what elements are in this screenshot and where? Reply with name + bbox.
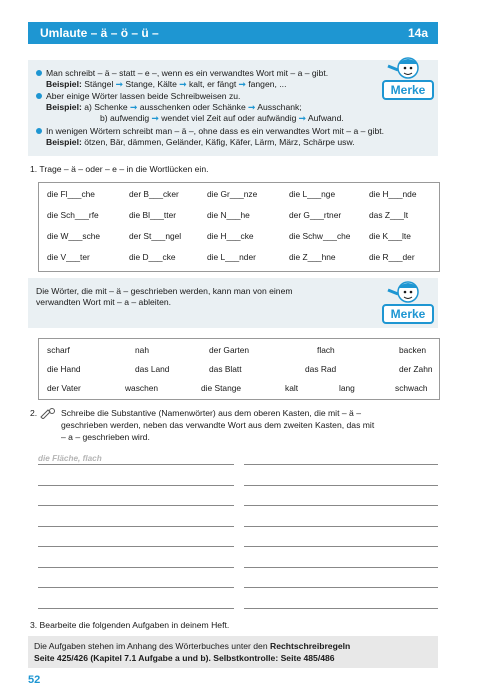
arrow-right-icon: ➞ (238, 79, 246, 89)
writing-line[interactable] (38, 505, 234, 506)
arrow-right-icon: ➞ (298, 113, 306, 123)
reference-line-1 (34, 640, 350, 652)
example-word: wendet viel Zeit auf oder aufwändig (161, 113, 297, 123)
gap-word: die L___nder (207, 252, 256, 262)
example-word: Aufwand. (307, 113, 344, 123)
reference-box (28, 636, 438, 668)
gap-word: die N___he (207, 210, 250, 220)
writing-line[interactable] (244, 526, 438, 527)
example-word: a) Schenke (84, 102, 128, 112)
merke-box-rules (28, 60, 438, 156)
page-title: Umlaute – ä – ö – ü – (40, 26, 159, 40)
writing-line[interactable] (38, 608, 234, 609)
example-word: ausschenken oder Schänke (139, 102, 246, 112)
gap-word: die D___cke (129, 252, 176, 262)
writing-line[interactable] (38, 485, 234, 486)
task-2-example: die Fläche, flach (38, 454, 102, 463)
task-2-icon (40, 407, 56, 422)
gap-word: der G___rtner (289, 210, 342, 220)
example-label: Beispiel: (46, 79, 82, 89)
source-word: das Blatt (209, 364, 242, 374)
source-word: die Hand (47, 364, 81, 374)
gap-word: die V___ter (47, 252, 90, 262)
writing-line[interactable] (38, 587, 234, 588)
gap-word: die Bl___tter (129, 210, 177, 220)
example-word: Stange, Kälte (125, 79, 177, 89)
source-word: der Garten (209, 345, 250, 355)
example-label: Beispiel: (46, 102, 82, 112)
task-1: 1. Trage – ä – oder – e – in die Wortlücken ein. (30, 164, 209, 174)
mascot-icon (378, 54, 434, 80)
example-label: Beispiel: (46, 137, 82, 147)
source-word: der Vater (47, 383, 81, 393)
source-word: kalt (285, 383, 299, 393)
merke-badge (378, 60, 434, 100)
gap-word: der St___ngel (129, 231, 182, 241)
gap-word: die Sch___rfe (47, 210, 99, 220)
bullet-icon (36, 70, 42, 76)
merke-badge (378, 284, 434, 324)
reference-bold: Rechtschreibregeln (270, 641, 351, 651)
arrow-right-icon: ➞ (248, 102, 256, 112)
gap-word: die L___nge (289, 189, 336, 199)
writing-line[interactable] (244, 485, 438, 486)
source-word: der Zahn (399, 364, 433, 374)
source-word: das Rad (305, 364, 337, 374)
gap-word: die Gr___nze (207, 189, 258, 199)
writing-line[interactable] (38, 526, 234, 527)
rule-1-example (36, 79, 286, 90)
word-gap-grid (38, 182, 440, 272)
merke-box-hint (28, 278, 438, 328)
rule-2-example-a (36, 102, 302, 113)
rule-3-example (36, 137, 355, 148)
gap-word: die K___lte (369, 231, 411, 241)
rule-1 (36, 68, 328, 79)
gap-word: die H___cke (207, 231, 254, 241)
gap-word: die Fl___che (47, 189, 95, 199)
header-bar (28, 22, 438, 44)
writing-line[interactable] (244, 546, 438, 547)
gap-word: die R___der (369, 252, 415, 262)
rule-2-text: Aber einige Wörter lassen beide Schreibweisen zu. (46, 91, 241, 101)
sheet-number: 14a (407, 26, 428, 40)
word-source-grid (38, 338, 440, 400)
task-2-line-2: geschrieben werden, neben das verwandte Wort aus dem zweiten Kasten, das mit (61, 420, 375, 430)
source-word: waschen (125, 383, 159, 393)
task-2-line-3: – a – geschrieben wird. (61, 432, 150, 442)
gap-word: die Z___hne (289, 252, 336, 262)
hint-line-2: verwandten Wort mit – a – ableiten. (36, 297, 172, 307)
task-3: 3. Bearbeite die folgenden Aufgaben in deinem Heft. (30, 620, 230, 630)
pencil-eye-icon (40, 407, 56, 419)
reference-line-2: Seite 425/426 (Kapitel 7.1 Aufgabe a und b). Selbstkontrolle: Seite 485/486 (34, 653, 335, 663)
source-word: das Land (135, 364, 170, 374)
example-word: Ausschank; (257, 102, 302, 112)
source-word: schwach (395, 383, 428, 393)
source-word: backen (399, 345, 427, 355)
source-word: lang (339, 383, 355, 393)
source-word: die Stange (201, 383, 242, 393)
example-words: ötzen, Bär, dämmen, Geländer, Käfig, Käfer, Lärm, März, Schärpe usw. (84, 137, 355, 147)
rule-3-text: In wenigen Wörtern schreibt man – ä –, ohne dass es ein verwandtes Wort mit – a – gibt. (46, 126, 385, 136)
gap-word: die W___sche (47, 231, 101, 241)
page-number: 52 (28, 674, 41, 686)
rule-2-example-b (36, 113, 344, 124)
rule-1-text: Man schreibt – ä – statt – e –, wenn es ein verwandtes Wort mit – a – gibt. (46, 68, 329, 78)
source-word: scharf (47, 345, 70, 355)
writing-line[interactable] (244, 505, 438, 506)
gap-word: der B___cker (129, 189, 179, 199)
arrow-right-icon: ➞ (115, 79, 123, 89)
gap-word: das Z___lt (369, 210, 409, 220)
writing-line[interactable] (38, 464, 234, 465)
source-word: nah (135, 345, 149, 355)
mascot-icon (378, 278, 434, 304)
reference-text: Die Aufgaben stehen im Anhang des Wörterbuches unter den (34, 641, 268, 651)
arrow-right-icon: ➞ (151, 113, 159, 123)
gap-word: die Schw___che (289, 231, 351, 241)
example-word: b) aufwendig (100, 113, 150, 123)
rule-3 (36, 126, 384, 137)
writing-line[interactable] (244, 567, 438, 568)
writing-line[interactable] (244, 608, 438, 609)
example-word: kalt, er fängt (188, 79, 237, 89)
source-word: flach (317, 345, 335, 355)
bullet-icon (36, 93, 42, 99)
writing-line[interactable] (38, 567, 234, 568)
writing-line[interactable] (244, 587, 438, 588)
merke-label: Merke (382, 304, 434, 324)
example-word: Stängel (84, 79, 114, 89)
writing-line[interactable] (244, 464, 438, 465)
arrow-right-icon: ➞ (130, 102, 138, 112)
writing-line[interactable] (38, 546, 234, 547)
gap-word: die H___nde (369, 189, 417, 199)
task-2-number: 2. (30, 408, 38, 418)
example-word: fangen, ... (248, 79, 287, 89)
arrow-right-icon: ➞ (179, 79, 187, 89)
merke-label: Merke (382, 80, 434, 100)
task-2-line-1: Schreibe die Substantive (Namenwörter) aus dem oberen Kasten, die mit – ä – (61, 408, 361, 418)
bullet-icon (36, 128, 42, 134)
rule-2 (36, 91, 240, 102)
hint-line-1: Die Wörter, die mit – ä – geschrieben werden, kann man von einem (36, 286, 293, 296)
